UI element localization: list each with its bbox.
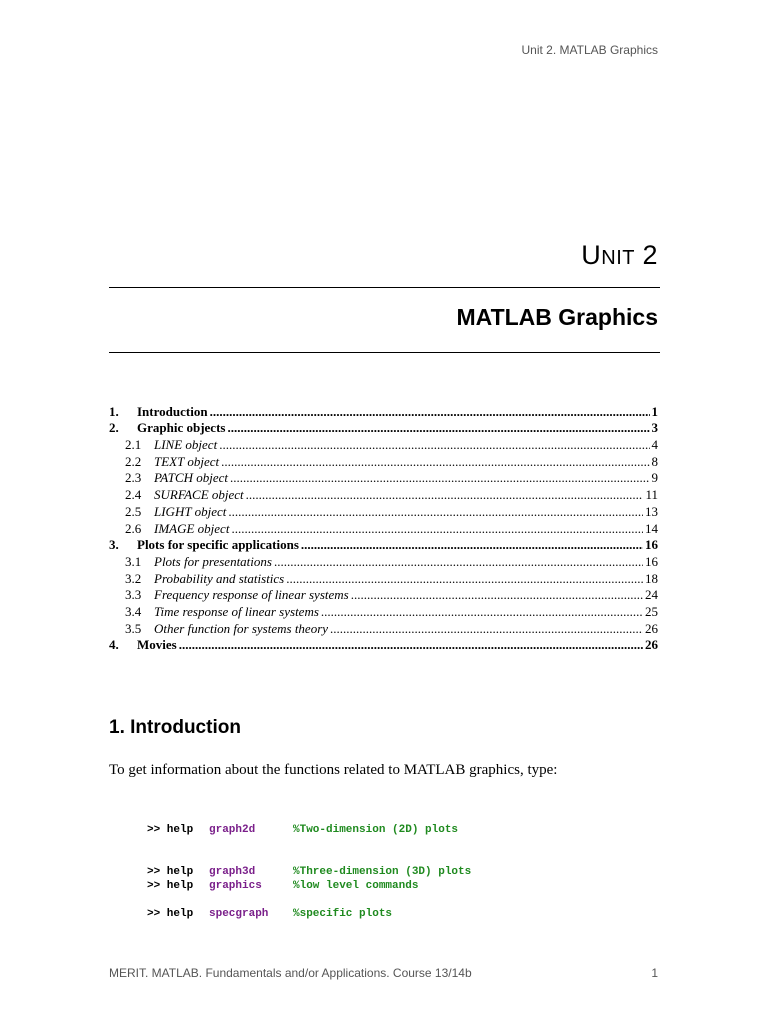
code-argument: graph3d	[209, 866, 256, 878]
intro-paragraph: To get information about the functions related to MATLAB graphics, type:	[109, 762, 558, 778]
unit-title	[581, 240, 658, 271]
toc-entry-label: PATCH object	[154, 470, 229, 486]
toc-entry-number: 2.	[109, 420, 119, 436]
footer-page-number: 1	[651, 966, 658, 980]
toc-entry	[109, 587, 658, 604]
toc-entry-number: 2.3	[125, 470, 142, 486]
toc-entry-number: 2.5	[125, 503, 142, 519]
toc-entry-page: 3	[651, 420, 658, 436]
toc-entry-label: Probability and statistics	[154, 570, 285, 586]
chapter-title: MATLAB Graphics	[456, 304, 658, 330]
toc-entry-label: Time response of linear systems	[154, 603, 319, 619]
toc-entry-label: Movies	[137, 637, 177, 653]
toc-entry-page: 4	[651, 437, 658, 453]
toc-entry-label: Frequency response of linear systems	[154, 587, 349, 603]
unit-title-number: 2	[642, 240, 658, 270]
toc-entry	[109, 503, 658, 520]
toc-leader-dots	[351, 587, 643, 603]
toc-entry	[109, 637, 658, 654]
toc-entry-label: SURFACE object	[154, 487, 244, 503]
toc-leader-dots	[301, 537, 643, 553]
toc-entry-page: 13	[645, 503, 658, 519]
toc-entry-number: 2.4	[125, 487, 142, 503]
toc-entry	[109, 453, 658, 470]
toc-entry	[109, 553, 658, 570]
running-head: Unit 2. MATLAB Graphics	[521, 43, 658, 57]
toc-entry-page: 1	[651, 403, 658, 419]
toc-entry	[109, 620, 658, 637]
code-argument: specgraph	[209, 908, 269, 920]
code-comment: %specific plots	[293, 908, 393, 920]
toc-entry-page: 16	[645, 537, 658, 553]
unit-title-rest: NIT	[601, 247, 636, 269]
toc-entry-page: 14	[645, 520, 658, 536]
toc-leader-dots	[274, 554, 643, 570]
toc-leader-dots	[286, 571, 643, 587]
toc-entry-page: 26	[645, 637, 658, 653]
toc-entry-page: 8	[651, 453, 658, 469]
toc-entry	[109, 420, 658, 437]
unit-title-initial: U	[581, 240, 602, 270]
toc-entry-label: IMAGE object	[154, 520, 230, 536]
toc-entry	[109, 436, 658, 453]
code-line	[147, 907, 471, 921]
toc-entry-label: Introduction	[137, 403, 208, 419]
code-command: >> help	[147, 880, 194, 892]
toc-entry-page: 26	[645, 620, 658, 636]
top-rule	[109, 287, 660, 288]
footer-text: MERIT. MATLAB. Fundamentals and/or Applications. Course 13/14b	[109, 966, 472, 980]
toc-entry	[109, 470, 658, 487]
code-argument: graphics	[209, 880, 262, 892]
toc-entry-label: TEXT object	[154, 453, 220, 469]
code-command: >> help	[147, 908, 194, 920]
code-argument: graph2d	[209, 824, 256, 836]
toc-entry-number: 3.4	[125, 603, 142, 619]
code-block-2	[147, 851, 418, 907]
toc-entry-page: 18	[645, 570, 658, 586]
toc-leader-dots	[219, 437, 649, 453]
toc-entry	[109, 603, 658, 620]
toc-entry-label: Plots for specific applications	[137, 537, 299, 553]
toc-entry	[109, 537, 658, 554]
toc-entry-page: 11	[645, 487, 658, 503]
toc-entry	[109, 403, 658, 420]
toc-entry-label: Plots for presentations	[154, 553, 272, 569]
toc-entry-label: LIGHT object	[154, 503, 227, 519]
toc-entry-number: 3.2	[125, 570, 142, 586]
toc-entry-number: 2.6	[125, 520, 142, 536]
toc-leader-dots	[246, 487, 644, 503]
toc-leader-dots	[210, 404, 650, 420]
code-line	[147, 879, 418, 893]
toc-entry-number: 3.	[109, 537, 119, 553]
toc-leader-dots	[230, 470, 649, 486]
toc-entry	[109, 570, 658, 587]
code-line	[147, 823, 471, 837]
toc-leader-dots	[227, 420, 649, 436]
code-command: >> help	[147, 824, 194, 836]
code-comment: %low level commands	[293, 880, 419, 892]
code-comment: %Three-dimension (3D) plots	[293, 866, 472, 878]
toc-entry	[109, 486, 658, 503]
toc-leader-dots	[179, 637, 643, 653]
section-title: 1. Introduction	[109, 717, 241, 738]
toc-entry-page: 25	[645, 603, 658, 619]
toc-entry-label: Graphic objects	[137, 420, 226, 436]
toc-entry-page: 16	[645, 553, 658, 569]
toc-entry-number: 4.	[109, 637, 119, 653]
toc-leader-dots	[321, 604, 643, 620]
toc-entry-number: 2.2	[125, 453, 142, 469]
toc-entry	[109, 520, 658, 537]
toc-entry-number: 3.1	[125, 553, 142, 569]
toc-entry-label: Other function for systems theory	[154, 620, 329, 636]
code-comment: %Two-dimension (2D) plots	[293, 824, 459, 836]
toc-entry-number: 3.3	[125, 587, 142, 603]
toc-leader-dots	[221, 454, 649, 470]
toc-leader-dots	[330, 621, 643, 637]
toc-leader-dots	[228, 504, 643, 520]
code-command: >> help	[147, 866, 194, 878]
toc-entry-label: LINE object	[154, 437, 218, 453]
toc-leader-dots	[231, 521, 643, 537]
toc-entry-number: 2.1	[125, 437, 142, 453]
toc-entry-number: 3.5	[125, 620, 142, 636]
toc-entry-number: 1.	[109, 403, 119, 419]
table-of-contents	[109, 403, 658, 653]
toc-entry-page: 9	[651, 470, 658, 486]
toc-entry-page: 24	[645, 587, 658, 603]
bottom-rule	[109, 352, 660, 353]
